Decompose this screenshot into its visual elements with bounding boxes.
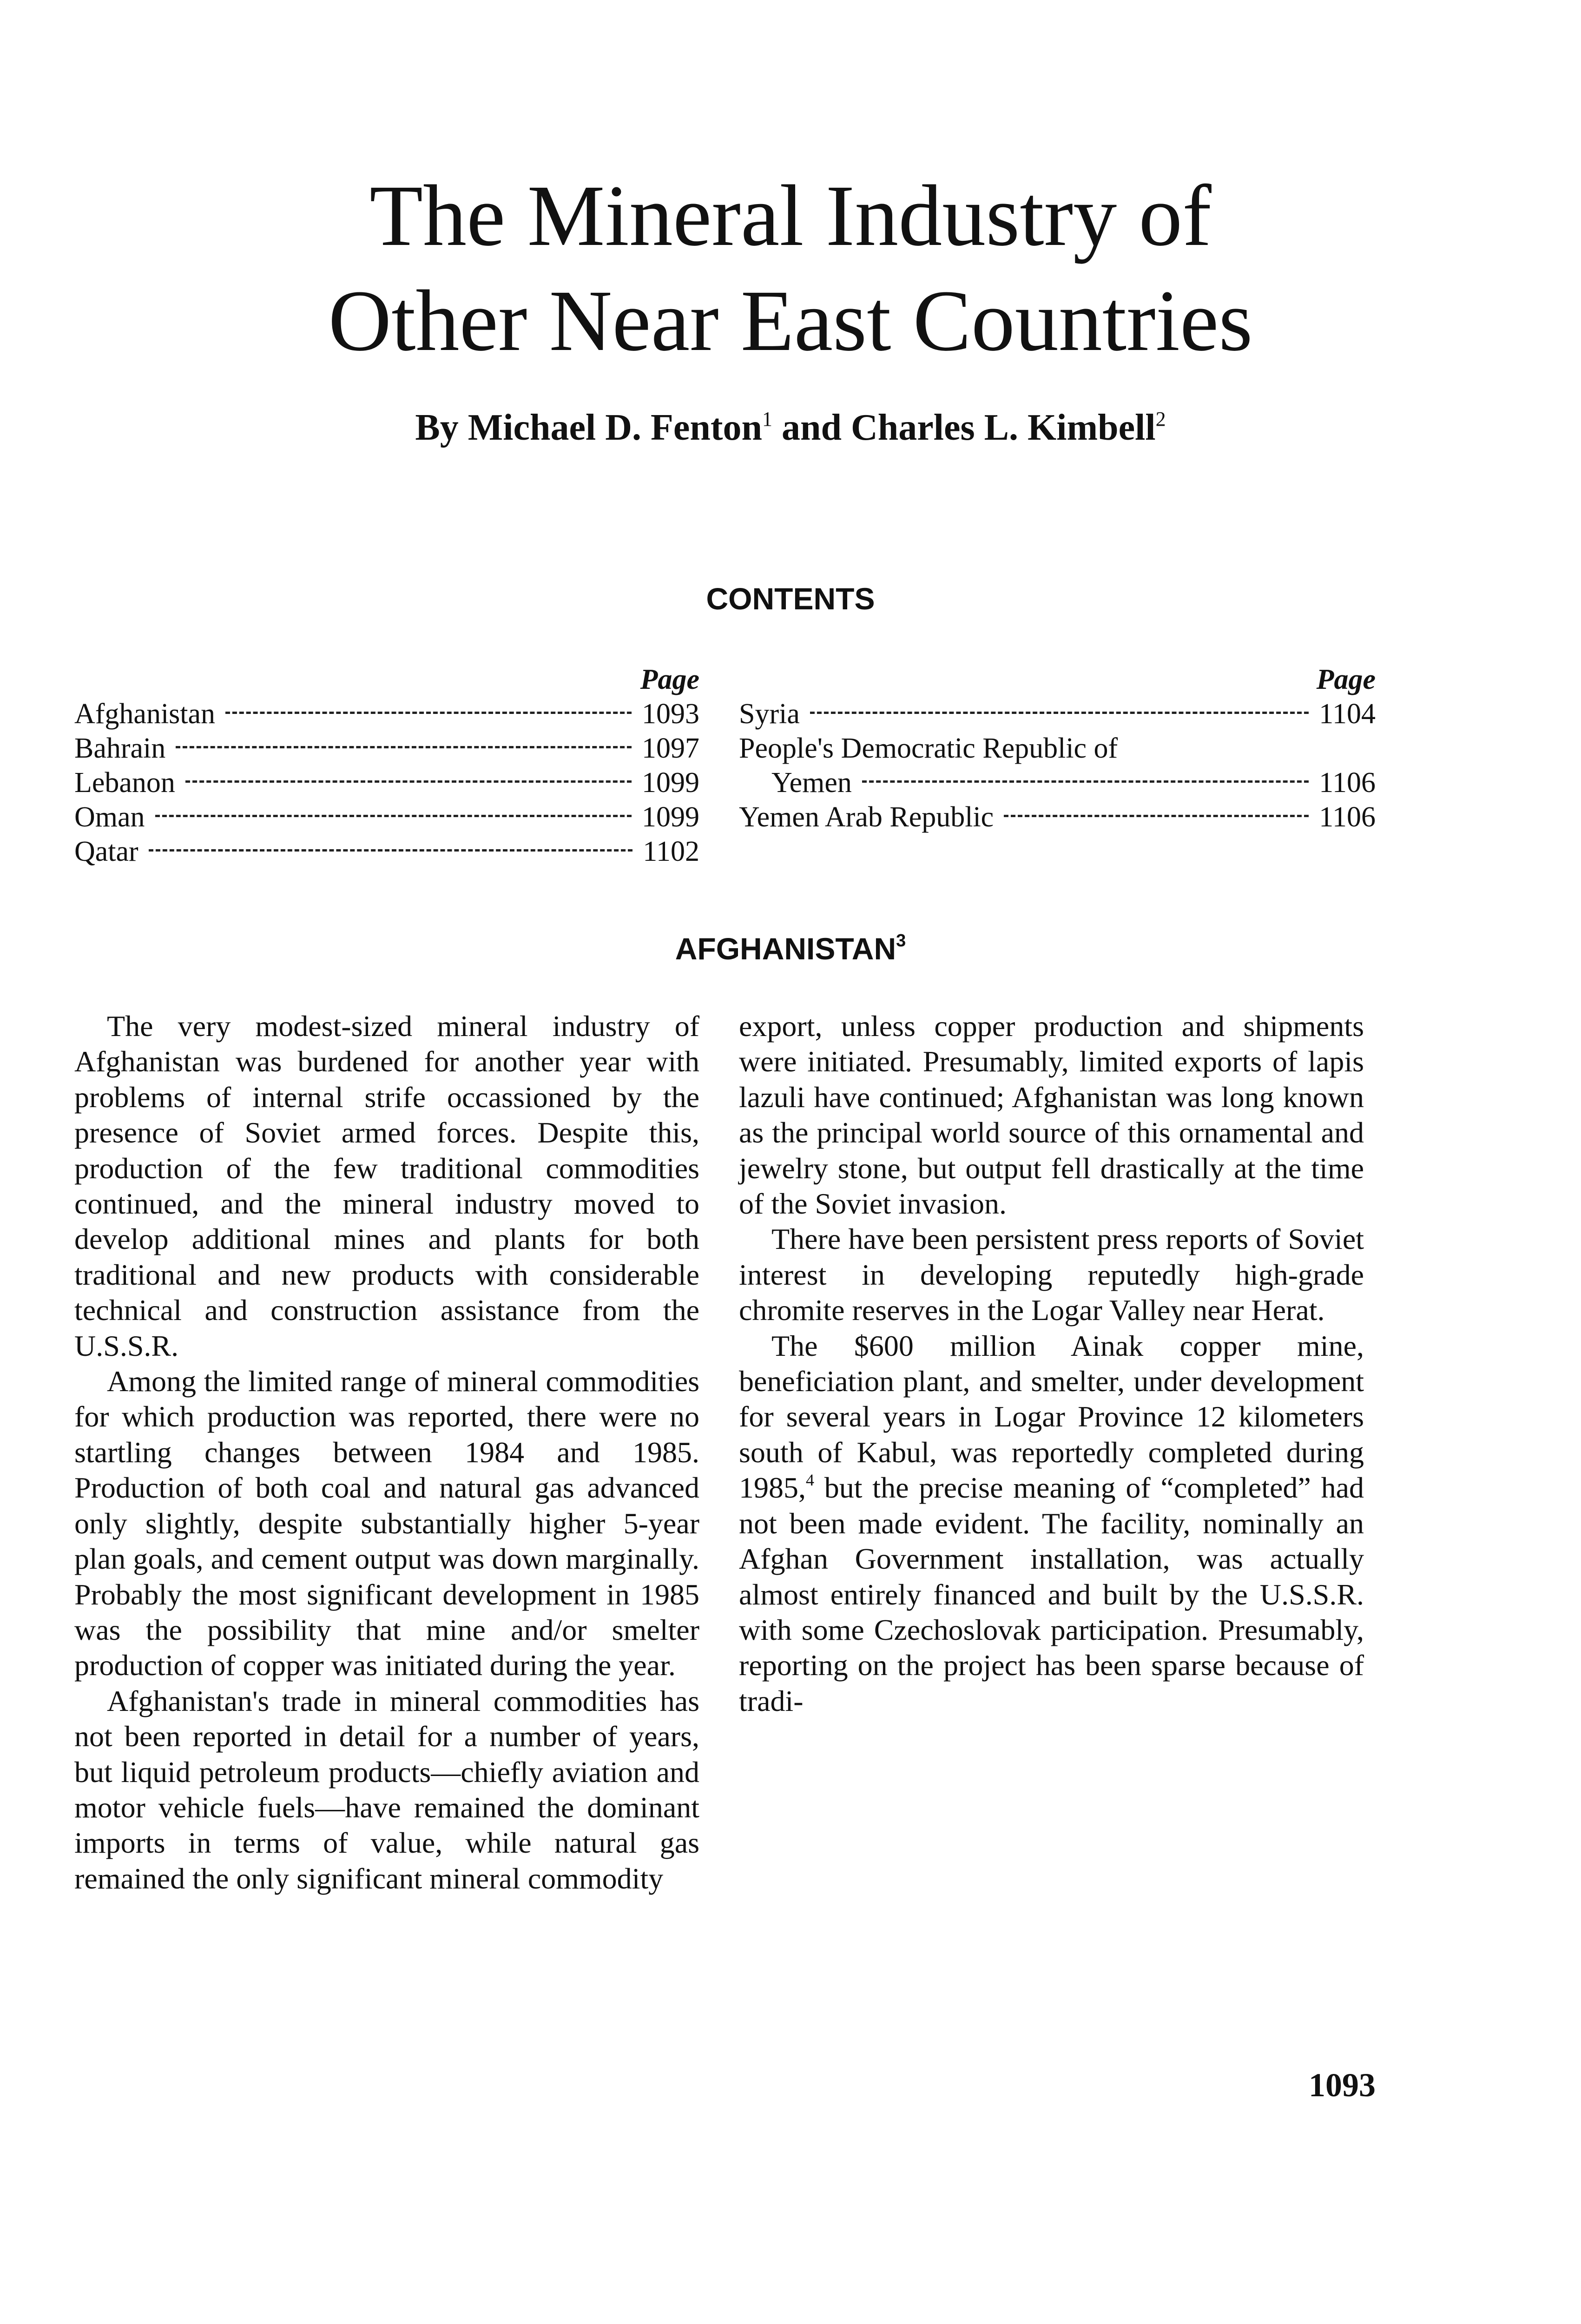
- paragraph-3: Afghanistan's trade in mineral commodities has not been reported in detail for a number of years, but liquid petroleum products—chiefly aviation and motor vehicle fuels—have remained the dominant imports in terms of value, while natural gas remained the only significant mineral commodity: [74, 1684, 699, 1895]
- body-column-right: [739, 1009, 1364, 1719]
- toc-entry-page: 1106: [1319, 767, 1376, 799]
- paragraph-2: Among the limited range of mineral commodities for which production was reported, there were no startling changes between 1984 and 1985. Production of both coal and natural gas advanced only slightly, despite substantially higher 5-year plan goals, and cement output was down marginally. Probably the most significant development in 1985 was the possibility that mine and/or smelter production of copper was initiated during the year.: [74, 1365, 699, 1682]
- byline: [0, 409, 1581, 446]
- toc-entry-page: 1099: [642, 767, 699, 799]
- toc-entry-lebanon[interactable]: [74, 766, 699, 800]
- section-heading-footnote: 3: [896, 931, 906, 951]
- toc-entry-pdry[interactable]: [739, 766, 1376, 800]
- toc-entry-page: 1102: [643, 836, 699, 867]
- toc-dot-leader: [225, 712, 632, 714]
- toc-entry-page: 1106: [1319, 801, 1376, 833]
- paragraph-1: The very modest-sized mineral industry of Afghanistan was burdened for another year with problems of internal strife occassioned by the presence of Soviet armed forces. Despite this, production of the few traditional commodities continued, and the mineral industry moved to develop additional mines and plants for both traditional and new products with considerable technical and construction assistance from the U.S.S.R.: [74, 1010, 699, 1362]
- contents-right-column: [739, 662, 1376, 834]
- page-number: 1093: [1309, 2067, 1376, 2104]
- toc-entry-name: Syria: [739, 698, 800, 730]
- contents-page-label-left: Page: [640, 664, 699, 695]
- toc-entry-qatar[interactable]: [74, 834, 699, 869]
- toc-entry-name: Qatar: [74, 836, 138, 867]
- toc-entry-yemen-arab-republic[interactable]: [739, 800, 1376, 834]
- toc-entry-oman[interactable]: [74, 800, 699, 834]
- toc-entry-name: Yemen: [771, 767, 852, 799]
- paragraph-5-part-b: but the precise meaning of “completed” had not been made evident. The facility, nominally an Afghan Government installation, was actually almost entirely financed and built by the U.S.S.R. with some Czechoslovak participation. Presumably, reporting on the project has been sparse because of tradi-: [739, 1471, 1364, 1717]
- toc-entry-syria[interactable]: [739, 697, 1376, 731]
- paragraph-4: There have been persistent press reports of Soviet interest in developing reputedly high-grade chromite reserves in the Logar Valley near Herat.: [739, 1222, 1364, 1327]
- toc-entry-name: Bahrain: [74, 733, 166, 764]
- toc-dot-leader: [810, 712, 1309, 714]
- toc-dot-leader: [149, 849, 633, 852]
- toc-entry-pdry-line1[interactable]: People's Democratic Republic of: [739, 733, 1118, 764]
- toc-entry-page: 1093: [642, 698, 699, 730]
- toc-entry-name: Oman: [74, 801, 145, 833]
- toc-dot-leader: [862, 780, 1309, 783]
- toc-entry-name: Afghanistan: [74, 698, 216, 730]
- contents-page-label-right: Page: [1316, 664, 1376, 695]
- contents-left-column: [74, 662, 699, 869]
- toc-entry-name: Lebanon: [74, 767, 175, 799]
- toc-entry-page: 1104: [1319, 698, 1376, 730]
- title-line-1: The Mineral Industry of: [369, 167, 1212, 264]
- toc-entry-name: Yemen Arab Republic: [739, 801, 994, 833]
- section-heading-afghanistan: [0, 932, 1581, 964]
- paragraph-5-footnote: 4: [806, 1471, 814, 1490]
- toc-entry-page: 1097: [642, 733, 699, 764]
- body-column-left: [74, 1009, 699, 1896]
- title-line-2: Other Near East Countries: [328, 272, 1253, 369]
- toc-dot-leader: [155, 815, 632, 817]
- toc-dot-leader: [185, 780, 632, 783]
- paragraph-3-continued: export, unless copper production and shipments were initiated. Presumably, limited exports of lapis lazuli have continued; Afghanistan was long known as the principal world source of this ornamental and jewelry stone, but output fell drastically at the time of the Soviet invasion.: [739, 1010, 1364, 1221]
- toc-entry-bahrain[interactable]: [74, 731, 699, 766]
- section-heading-text: AFGHANISTAN: [675, 931, 896, 966]
- byline-author-2: and Charles L. Kimbell: [772, 407, 1156, 448]
- byline-footnote-2: 2: [1155, 408, 1166, 430]
- toc-dot-leader: [1004, 815, 1309, 817]
- byline-author-1: By Michael D. Fenton: [415, 407, 763, 448]
- contents-heading: CONTENTS: [706, 581, 875, 616]
- toc-entry-page: 1099: [642, 801, 699, 833]
- toc-entry-afghanistan[interactable]: [74, 697, 699, 731]
- byline-footnote-1: 1: [762, 408, 773, 430]
- paragraph-5-part-a: The $600 million Ainak copper mine, beneficiation plant, and smelter, under development for several years in Logar Province 12 kilometers south of Kabul, was reportedly completed during 1985,: [739, 1329, 1364, 1505]
- toc-dot-leader: [176, 746, 632, 748]
- paragraph-5: [739, 1328, 1364, 1719]
